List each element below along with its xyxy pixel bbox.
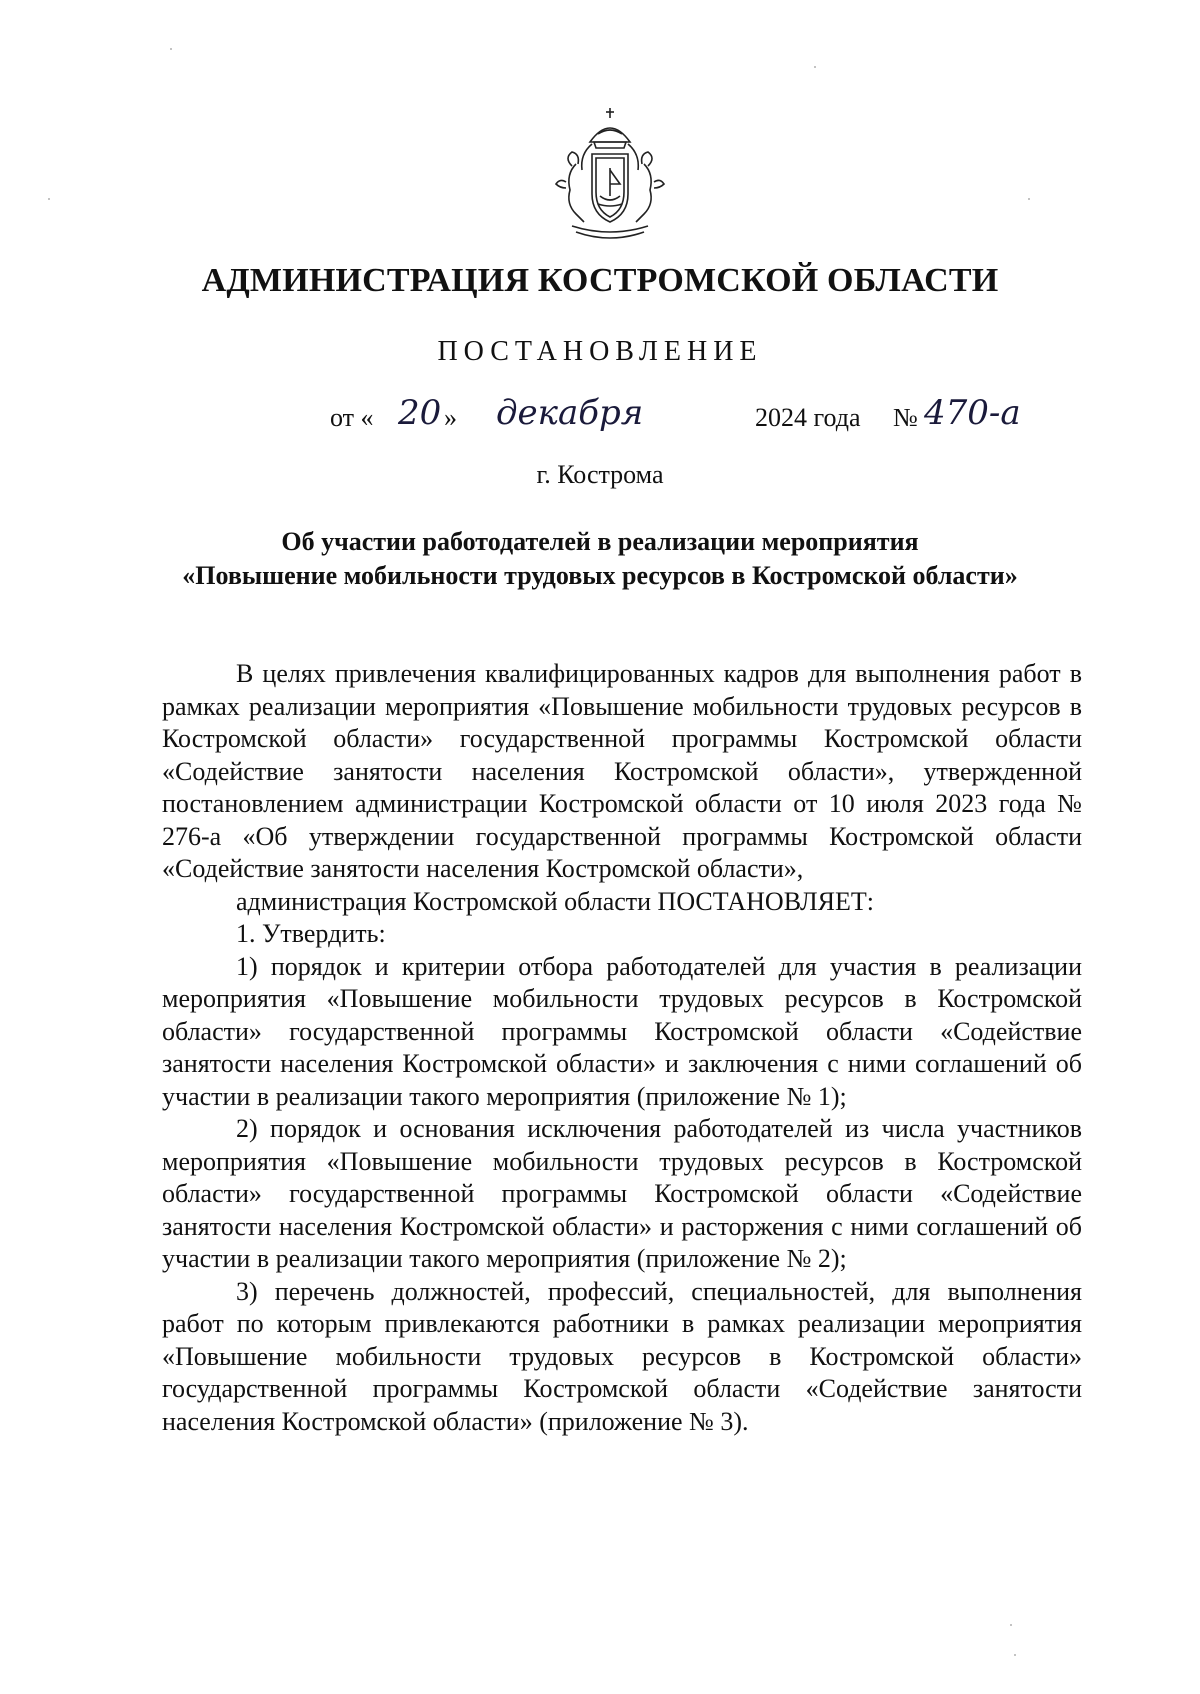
city: г. Кострома [536, 460, 664, 489]
item-1: 1. Утвердить: [236, 919, 386, 948]
subitem-1: 1) порядок и критерии отбора работодателей для участия в реализации мероприятия «Повышение мобильности трудовых ресурсов в Костромской области» государственной программы Костромской области «Содействие занятости населения Костромской области» и заключения с ними соглашений об участии в реализации такого мероприятия (приложение № 1); [162, 951, 1082, 1111]
scan-speck [1014, 1654, 1016, 1656]
subitem-2: 2) порядок и основания исключения работодателей из числа участников мероприятия «Повышение мобильности трудовых ресурсов в Костромской области» государственной программы Костромской области «Содействие занятости населения Костромской области» и расторжения с ними соглашений об участии в реализации такого мероприятия (приложение № 2); [162, 1114, 1082, 1273]
document-title [140, 525, 1060, 593]
scan-speck [1028, 198, 1030, 200]
scan-speck [48, 198, 50, 200]
scan-speck [170, 48, 172, 50]
scan-speck [1010, 1624, 1012, 1626]
scan-speck [814, 66, 816, 68]
date-day-handwritten: 20 [398, 393, 442, 433]
resolves-paragraph: администрация Костромской области ПОСТАНОВЛЯЕТ: [236, 886, 875, 916]
document-number-handwritten: 470-а [924, 393, 1021, 433]
preamble-paragraph: В целях привлечения квалифицированных кадров для выполнения работ в рамках реализации мероприятия «Повышение мобильности трудовых ресурсов в Костромской области» государственной программы Костромской области «Содействие занятости населения Костромской области», утвержденной постановлением администрации Костромской области от 10 июля 2023 года № 276-а «Об утверждении государственной программы Костромской области «Содействие занятости населения Костромской области», [162, 659, 1082, 883]
coat-of-arms-icon [536, 104, 684, 252]
title-line-2: «Повышение мобильности трудовых ресурсов в Костромской области» [182, 561, 1018, 590]
document-body [162, 658, 1082, 1438]
date-quote-close: » [444, 403, 457, 432]
organization-name: АДМИНИСТРАЦИЯ КОСТРОМСКОЙ ОБЛАСТИ [201, 262, 999, 299]
date-line [0, 393, 1200, 445]
document-type: ПОСТАНОВЛЕНИЕ [437, 336, 763, 367]
title-line-1: Об участии работодателей в реализации мероприятия [281, 527, 919, 556]
date-month-handwritten: декабря [496, 393, 644, 433]
date-year: 2024 года [755, 403, 861, 432]
subitem-3: 3) перечень должностей, профессий, специальностей, для выполнения работ по которым привлекаются работники в рамках реализации мероприятия «Повышение мобильности трудовых ресурсов в Костромской области» государственной программы Костромской области «Содействие занятости населения Костромской области» (приложение № 3). [162, 1276, 1082, 1436]
date-prefix: от « [330, 403, 374, 432]
number-sign: № [893, 403, 918, 432]
